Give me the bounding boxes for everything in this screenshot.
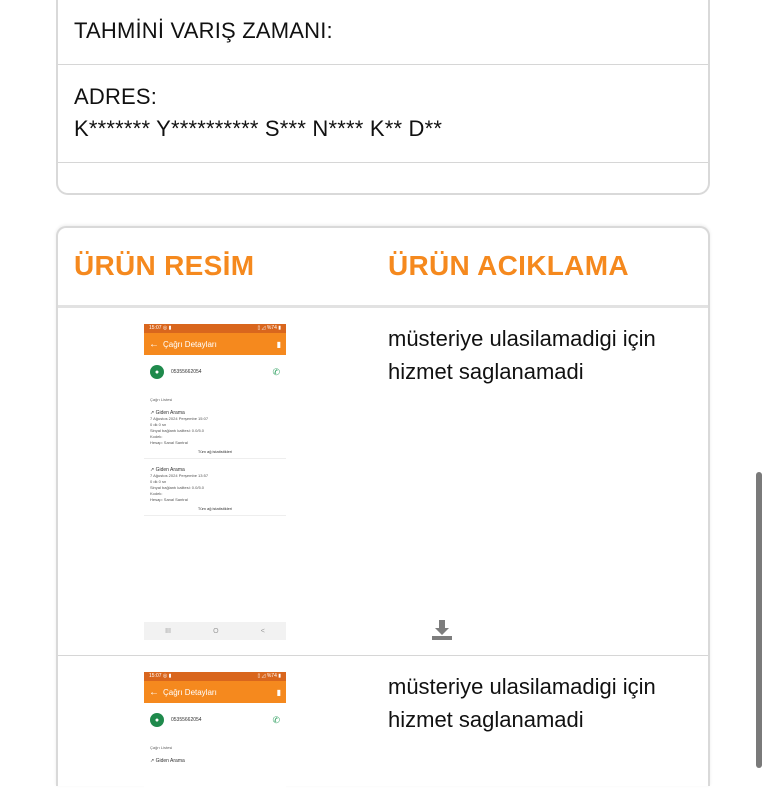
- address-value: K******* Y********** S*** N**** K** D**: [74, 116, 443, 141]
- thumb-status-bar: [144, 324, 286, 333]
- thumb-call-entry: [144, 459, 286, 503]
- thumb-title: Çağrı Detayları: [163, 339, 217, 349]
- product-description: müsteriye ulasilamadigi için hizmet saglanamadi: [388, 326, 656, 384]
- product-image[interactable]: [144, 672, 286, 792]
- order-info-card: [56, 0, 710, 195]
- entry-codec: Kodek:: [150, 434, 163, 439]
- entry-date: 7 Ağustos 2024 Perşembe 15:07: [150, 416, 209, 421]
- thumb-number: 05355662054: [171, 717, 202, 723]
- entry-codec: Kodek:: [150, 491, 163, 496]
- thumb-status-time: 15:07 ◎ ▮: [149, 325, 172, 331]
- product-image[interactable]: [144, 324, 286, 640]
- thumb-contact: [144, 355, 286, 379]
- entry-link: Tüm ağ istatistikleri: [144, 446, 286, 459]
- trash-icon: ▮: [276, 339, 281, 349]
- recent-apps-icon: III: [165, 627, 171, 635]
- header-divider: [58, 305, 708, 308]
- scrollbar[interactable]: [756, 472, 762, 768]
- thumb-status-time: 15:07 ◎ ▮: [149, 673, 172, 679]
- thumb-section: Çağrı Listesi: [150, 397, 173, 402]
- person-icon: ●: [150, 365, 164, 379]
- thumb-status-bar: [144, 672, 286, 681]
- divider: [58, 64, 708, 65]
- thumb-nav-bar: [144, 622, 286, 640]
- header-description: ÜRÜN ACIKLAMA: [388, 250, 629, 281]
- product-description: müsteriye ulasilamadigi için hizmet saglanamadi: [388, 674, 656, 732]
- thumb-section: Çağrı Listesi: [150, 745, 173, 750]
- home-icon: O: [213, 627, 219, 635]
- entry-date: 7 Ağustos 2024 Perşembe 13:57: [150, 473, 209, 478]
- entry-type: ↗ Giden Arama: [150, 410, 185, 416]
- entry-duration: 0 dk 0 sn: [150, 479, 167, 484]
- divider: [58, 162, 708, 163]
- arrow-left-icon: ←: [149, 686, 159, 698]
- download-icon[interactable]: [430, 618, 454, 642]
- person-icon: ●: [150, 713, 164, 727]
- thumb-app-bar: [144, 333, 286, 355]
- entry-link: Tüm ağ istatistikleri: [144, 503, 286, 516]
- thumb-contact: [144, 703, 286, 727]
- thumb-number: 05355662054: [171, 369, 202, 375]
- phone-icon: ✆: [272, 366, 280, 377]
- arrow-left-icon: ←: [149, 338, 159, 350]
- entry-duration: 0 dk 0 sn: [150, 422, 167, 427]
- row-divider: [58, 655, 708, 656]
- thumb-app-bar: [144, 681, 286, 703]
- entry-signal: Sinyal bağlantı kalitesi: 0.0/5.0: [150, 428, 205, 433]
- thumb-status-right: ▯ ◿ %74 ▮: [257, 673, 281, 679]
- back-icon: <: [260, 627, 265, 635]
- entry-account: Hesap: Sanal Santral: [150, 440, 188, 445]
- address-label: ADRES:: [74, 84, 158, 109]
- phone-icon: ✆: [272, 714, 280, 725]
- entry-account: Hesap: Sanal Santral: [150, 497, 188, 502]
- header-image: ÜRÜN RESİM: [74, 250, 255, 281]
- trash-icon: ▮: [276, 687, 281, 697]
- thumb-title: Çağrı Detayları: [163, 687, 217, 697]
- entry-type: ↗ Giden Arama: [150, 758, 185, 764]
- thumb-call-entry: [144, 402, 286, 446]
- eta-label: TAHMİNİ VARIŞ ZAMANI:: [74, 18, 333, 43]
- thumb-call-entry: [144, 750, 286, 764]
- entry-signal: Sinyal bağlantı kalitesi: 0.0/5.0: [150, 485, 205, 490]
- entry-type: ↗ Giden Arama: [150, 467, 185, 473]
- product-table: [56, 226, 710, 786]
- thumb-status-right: ▯ ◿ %74 ▮: [257, 325, 281, 331]
